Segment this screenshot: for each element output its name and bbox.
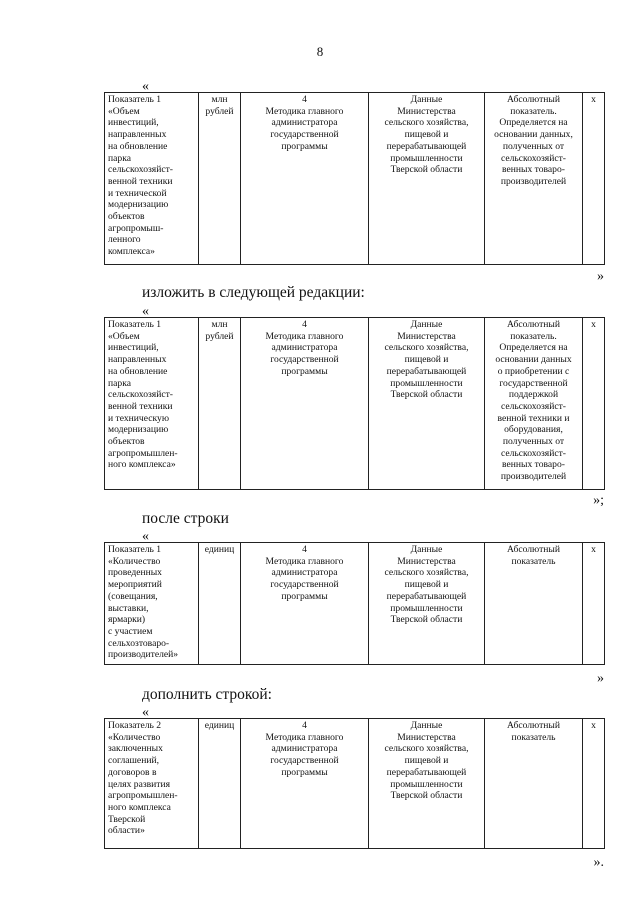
x-cell: х <box>583 719 605 849</box>
closing-quote-4: ». <box>593 855 604 870</box>
description-cell: Абсолютный показатель. Определяется на основании данных, полученных от сельскохозяйст- венных товаро- производителей <box>485 93 583 265</box>
indicator-table-4 <box>104 718 605 849</box>
table-row <box>105 318 605 490</box>
x-cell: х <box>583 318 605 490</box>
description-cell: Абсолютный показатель. Определяется на основании данных о приобретении с государственной поддержкой сельскохозяйст- венной техники и оборудования, полученных от сельскохозяйст- венных товаро- производителей <box>485 318 583 490</box>
phrase-amend: изложить в следующей редакции: <box>142 284 365 301</box>
phrase-after-row: после строки <box>142 510 229 527</box>
phrase-add-row: дополнить строкой: <box>142 686 272 703</box>
indicator-name-cell: Показатель 1 «Количество проведенных мероприятий (совещания, выставки, ярмарки) с участием сельхозтоваро- производителей» <box>105 543 199 665</box>
table-row <box>105 719 605 849</box>
opening-quote-4: « <box>142 705 149 720</box>
closing-quote-3: » <box>597 671 604 686</box>
opening-quote-3: « <box>142 529 149 544</box>
table-row <box>105 93 605 265</box>
indicator-name-cell: Показатель 1 «Объем инвестиций, направленных на обновление парка сельскохозяйст- венной техники и техническую модернизацию объектов агропромышлен- ного комплекса» <box>105 318 199 490</box>
table-row <box>105 543 605 665</box>
x-cell: х <box>583 543 605 665</box>
source-cell: Данные Министерства сельского хозяйства, пищевой и перерабатывающей промышленности Тверской области <box>369 719 485 849</box>
source-cell: Данные Министерства сельского хозяйства, пищевой и перерабатывающей промышленности Тверской области <box>369 318 485 490</box>
indicator-table-2 <box>104 317 605 490</box>
indicator-table-1 <box>104 92 605 265</box>
unit-cell: единиц <box>199 543 241 665</box>
indicator-name-cell: Показатель 2 «Количество заключенных соглашений, договоров в целях развития агропромышлен- ного комплекса Тверской области» <box>105 719 199 849</box>
description-cell: Абсолютный показатель <box>485 543 583 665</box>
description-cell: Абсолютный показатель <box>485 719 583 849</box>
opening-quote-1: « <box>142 79 149 94</box>
unit-cell: млн рублей <box>199 93 241 265</box>
unit-cell: единиц <box>199 719 241 849</box>
source-cell: Данные Министерства сельского хозяйства, пищевой и перерабатывающей промышленности Тверской области <box>369 543 485 665</box>
opening-quote-2: « <box>142 304 149 319</box>
closing-quote-2: »; <box>593 493 604 508</box>
method-cell: 4 Методика главного администратора государственной программы <box>241 543 369 665</box>
method-cell: 4 Методика главного администратора государственной программы <box>241 318 369 490</box>
closing-quote-1: » <box>597 269 604 284</box>
source-cell: Данные Министерства сельского хозяйства, пищевой и перерабатывающей промышленности Тверской области <box>369 93 485 265</box>
indicator-name-cell: Показатель 1 «Объем инвестиций, направленных на обновление парка сельскохозяйст- венной техники и технической модернизацию объектов агропромыш- ленного комплекса» <box>105 93 199 265</box>
x-cell: х <box>583 93 605 265</box>
method-cell: 4 Методика главного администратора государственной программы <box>241 719 369 849</box>
method-cell: 4 Методика главного администратора государственной программы <box>241 93 369 265</box>
unit-cell: млн рублей <box>199 318 241 490</box>
page-number: 8 <box>316 44 324 59</box>
indicator-table-3 <box>104 542 605 665</box>
